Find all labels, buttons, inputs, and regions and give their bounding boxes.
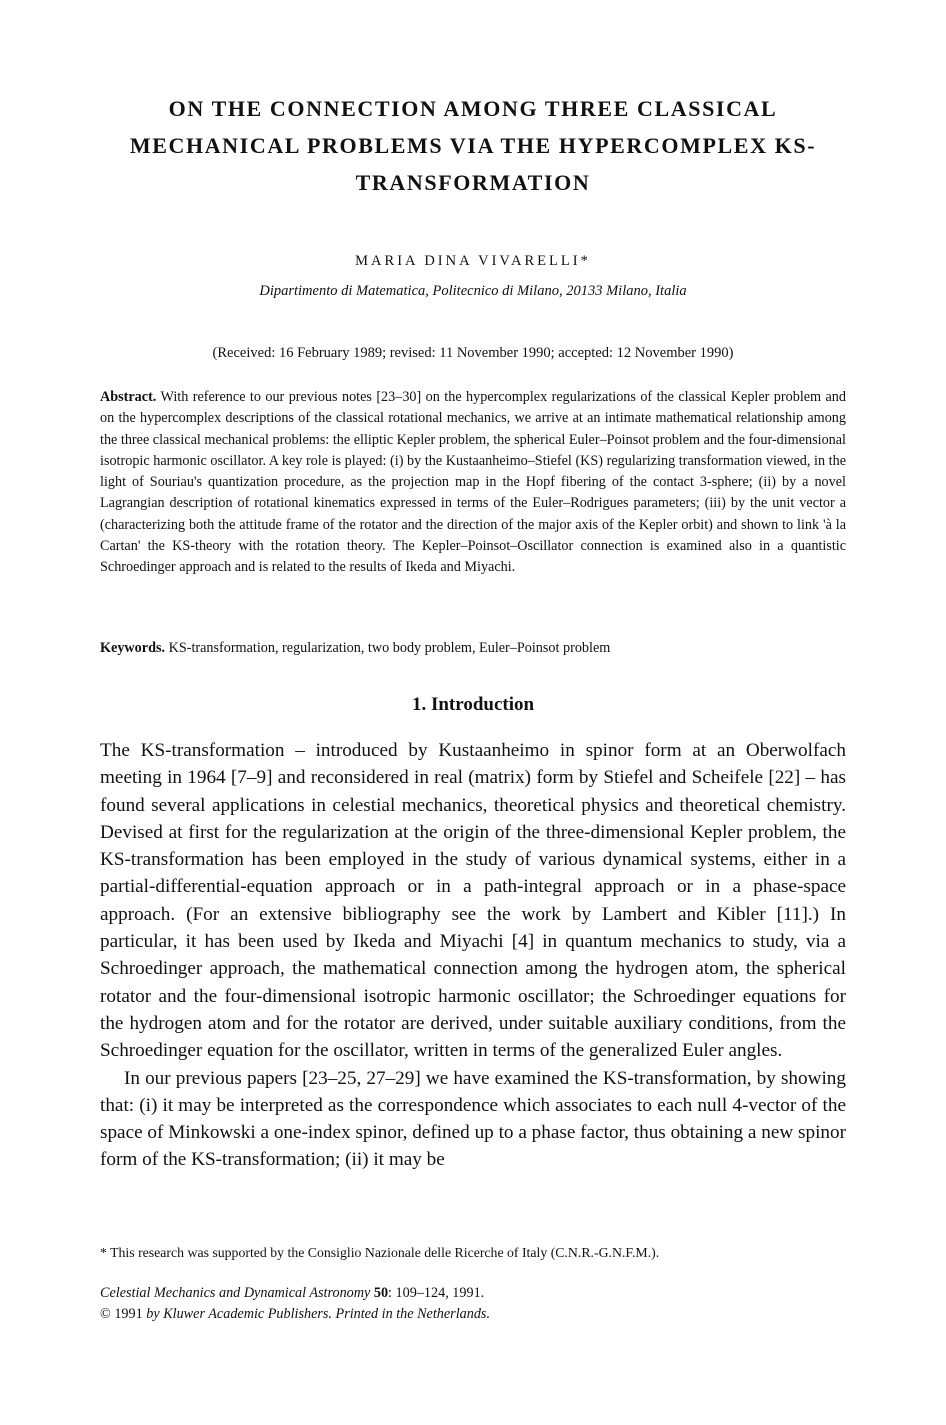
copyright-symbol: © <box>100 1306 111 1322</box>
paragraph-2: In our previous papers [23–25, 27–29] we have examined the KS-transformation, by showing that: (i) it may be interpreted as the correspondence which associates to each null 4-vector of the space of Minkowski a one-index spinor, defined up to a phase factor, thus obtaining a new spinor form of the KS-transformation; (ii) it may be <box>100 1067 846 1171</box>
title-line-3: TRANSFORMATION <box>355 170 591 195</box>
author-affiliation: Dipartimento di Matematica, Politecnico di Milano, 20133 Milano, Italia <box>259 283 687 299</box>
abstract <box>100 387 846 579</box>
keywords <box>100 640 846 657</box>
copyright-text: by Kluwer Academic Publishers. Printed in the Netherlands. <box>146 1306 490 1322</box>
journal-name: Celestial Mechanics and Dynamical Astronomy <box>100 1285 371 1301</box>
keywords-label: Keywords. <box>100 640 166 656</box>
copyright-line <box>100 1304 846 1325</box>
paper-title <box>100 90 846 201</box>
journal-info <box>100 1283 846 1325</box>
title-line-2: MECHANICAL PROBLEMS VIA THE HYPERCOMPLEX KS- <box>129 133 817 158</box>
journal-volume: 50 <box>373 1285 389 1301</box>
section-heading: 1. Introduction <box>411 694 535 715</box>
journal-citation <box>100 1283 846 1304</box>
body-text <box>100 737 846 1174</box>
paragraph-1: The KS-transformation – introduced by Kustaanheimo in spinor form at an Oberwolfach meeting in 1964 [7–9] and reconsidered in real (matrix) form by Stiefel and Scheifele [22] – has found several applications in celestial mechanics, theoretical physics and theoretical chemistry. Devised at first for the regularization at the origin of the three-dimensional Kepler problem, the KS-transformation has been employed in the study of various dynamical systems, either in a partial-differential-equation approach or in a path-integral approach or in a phase-space approach. (For an extensive bibliography see the work by Lambert and Kibler [11].) In particular, it has been used by Ikeda and Miyachi [4] in quantum mechanics to study, via a Schroedinger approach, the mathematical connection among the hydrogen atom, the spherical rotator and the four-dimensional isotropic harmonic oscillator; the Schroedinger equations for the hydrogen atom and for the rotator are derived, under suitable auxiliary conditions, from the Schroedinger equation for the oscillator, written in terms of the generalized Euler angles. <box>100 740 846 1062</box>
copyright-year: 1991 <box>110 1306 147 1322</box>
keywords-text: KS-transformation, regularization, two body problem, Euler–Poinsot problem <box>168 640 611 656</box>
title-line-1: ON THE CONNECTION AMONG THREE CLASSICAL <box>168 96 778 121</box>
author-name: MARIA DINA VIVARELLI* <box>355 253 591 269</box>
footnote: * This research was supported by the Consiglio Nazionale delle Ricerche of Italy (C.N.R.-G.N.F.M.). <box>100 1245 660 1260</box>
received-dates: (Received: 16 February 1989; revised: 11 November 1990; accepted: 12 November 1990) <box>212 345 734 361</box>
journal-pages: : 109–124, 1991. <box>388 1285 485 1301</box>
abstract-text: With reference to our previous notes [23–30] on the hypercomplex regularizations of the classical Kepler problem and on the hypercomplex descriptions of the classical rotational mechanics, we arrive at an intimate mathematical relationship among the three classical mechanical problems: the elliptic Kepler problem, the spherical Euler–Poinsot problem and the four-dimensional isotropic harmonic oscillator. A key role is played: (i) by the Kustaanheimo–Stiefel (KS) regularizing transformation viewed, in the light of Souriau's quantization procedure, as the projection map in the Hopf fibering of the contact 3-sphere; (ii) by a novel Lagrangian description of rotational kinematics expressed in terms of the Euler–Rodrigues parameters; (iii) by the unit vector a (characterizing both the attitude frame of the rotator and the direction of the major axis of the Kepler orbit) and shown to link 'à la Cartan' the KS-theory with the rotation theory. The Kepler–Poinsot–Oscillator connection is examined also in a quantistic Schroedinger approach and is related to the results of Ikeda and Miyachi. <box>100 389 846 576</box>
abstract-label: Abstract. <box>100 389 157 405</box>
